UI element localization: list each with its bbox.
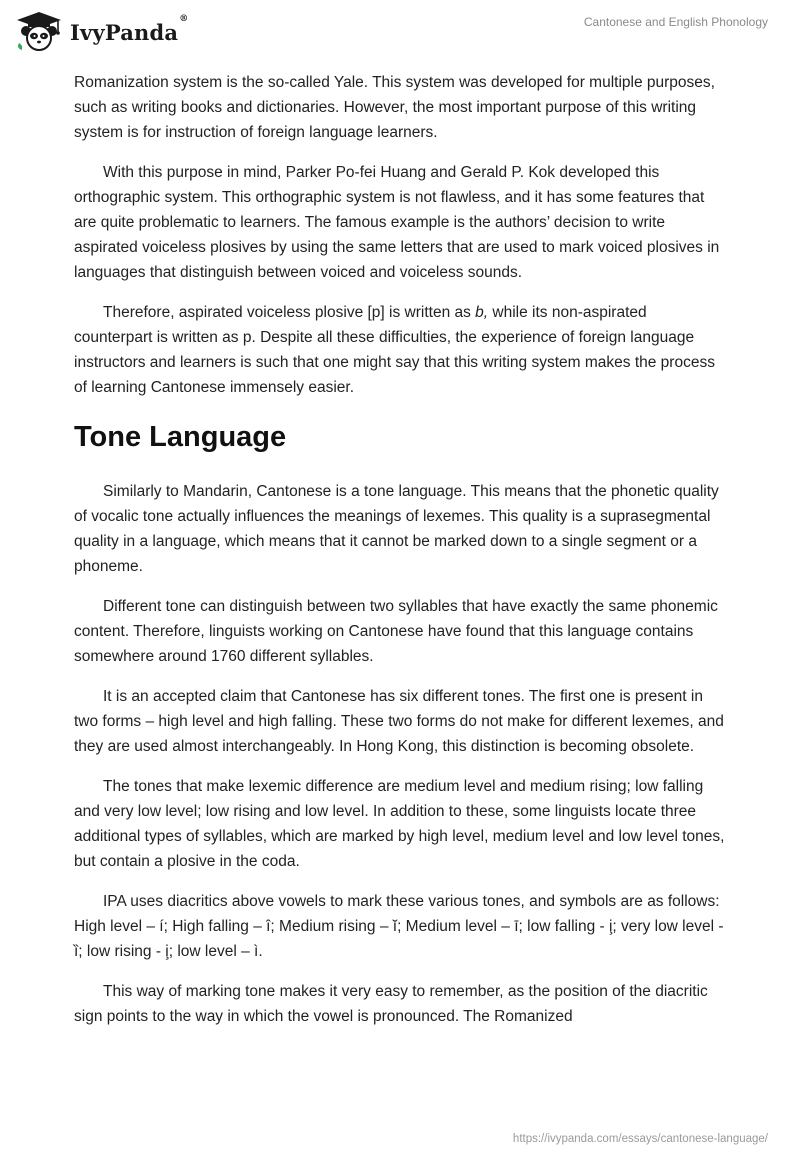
paragraph-aspirated-plosive xyxy=(74,300,726,400)
paragraph-syllables: Different tone can distinguish between two syllables that have exactly the same phonemic content. Therefore, linguists working on Cantonese have found that this language contains somewhere around 1760 different syllables. xyxy=(74,598,718,665)
paragraph-text: while its non-aspirated counterpart is written as p. Despite all these difficulties, the experience of foreign language instructors and learners is such that one might say that this writing system makes the process of learning Cantonese immensely easier. xyxy=(74,304,715,396)
italic-letter: b, xyxy=(475,304,489,321)
document-title: Cantonese and English Phonology xyxy=(583,15,768,29)
paragraph-tone-language: Similarly to Mandarin, Cantonese is a tone language. This means that the phonetic quality of vocalic tone actually influences the meanings of lexemes. This quality is a suprasegmental quality in a language, which means that it cannot be marked down to a single segment or a phoneme. xyxy=(74,483,719,575)
source-url[interactable]: https://ivypanda.com/essays/cantonese-language/ xyxy=(512,1133,768,1145)
paragraph-lexemic-difference: The tones that make lexemic difference are medium level and medium rising; low falling and very low level; low rising and low level. In addition to these, some linguists locate three additional types of syllables, which are marked by high level, medium level and low level tones, but contain a plosive in the coda. xyxy=(74,778,725,870)
paragraph-orthographic-system: With this purpose in mind, Parker Po-fei Huang and Gerald P. Kok developed this orthographic system. This orthographic system is not flawless, and it has some features that are quite problematic to learners. The famous example is the authors’ decision to write aspirated voiceless plosives by using the same letters that are used to mark voiced plosives in languages that distinguish between voiced and voiceless sounds. xyxy=(74,164,720,281)
paragraph-romanization: Romanization system is the so-called Yale. This system was developed for multiple purposes, such as writing books and dictionaries. However, the most important purpose of this writing system is for instruction of foreign language learners. xyxy=(74,74,715,141)
logo-text: IvyPanda xyxy=(70,19,179,45)
essay-body xyxy=(74,70,726,1044)
paragraph-six-tones: It is an accepted claim that Cantonese has six different tones. The first one is present in two forms – high level and high falling. These two forms do not make for different lexemes, and they are used almost interchangeably. In Hong Kong, this distinction is becoming obsolete. xyxy=(74,688,724,755)
section-heading: Tone Language xyxy=(74,421,287,453)
paragraph-text: Therefore, aspirated voiceless plosive [p] is written as xyxy=(103,304,476,321)
registered-mark: ® xyxy=(179,13,189,24)
page-header xyxy=(0,0,800,60)
ivypanda-logo[interactable] xyxy=(14,8,188,54)
panda-graduate-icon xyxy=(14,10,64,52)
paragraph-ipa-diacritics: IPA uses diacritics above vowels to mark these various tones, and symbols are as follows: High level – í; High falling – î; Medium rising – ĭ; Medium level – ī; low falling - i̧; very low level - ȉ; low rising - i̧; low level – ì. xyxy=(74,893,724,960)
paragraph-marking-tone: This way of marking tone makes it very easy to remember, as the position of the diacritic sign points to the way in which the vowel is pronounced. The Romanized xyxy=(74,983,708,1025)
logo-wordmark xyxy=(70,13,189,45)
